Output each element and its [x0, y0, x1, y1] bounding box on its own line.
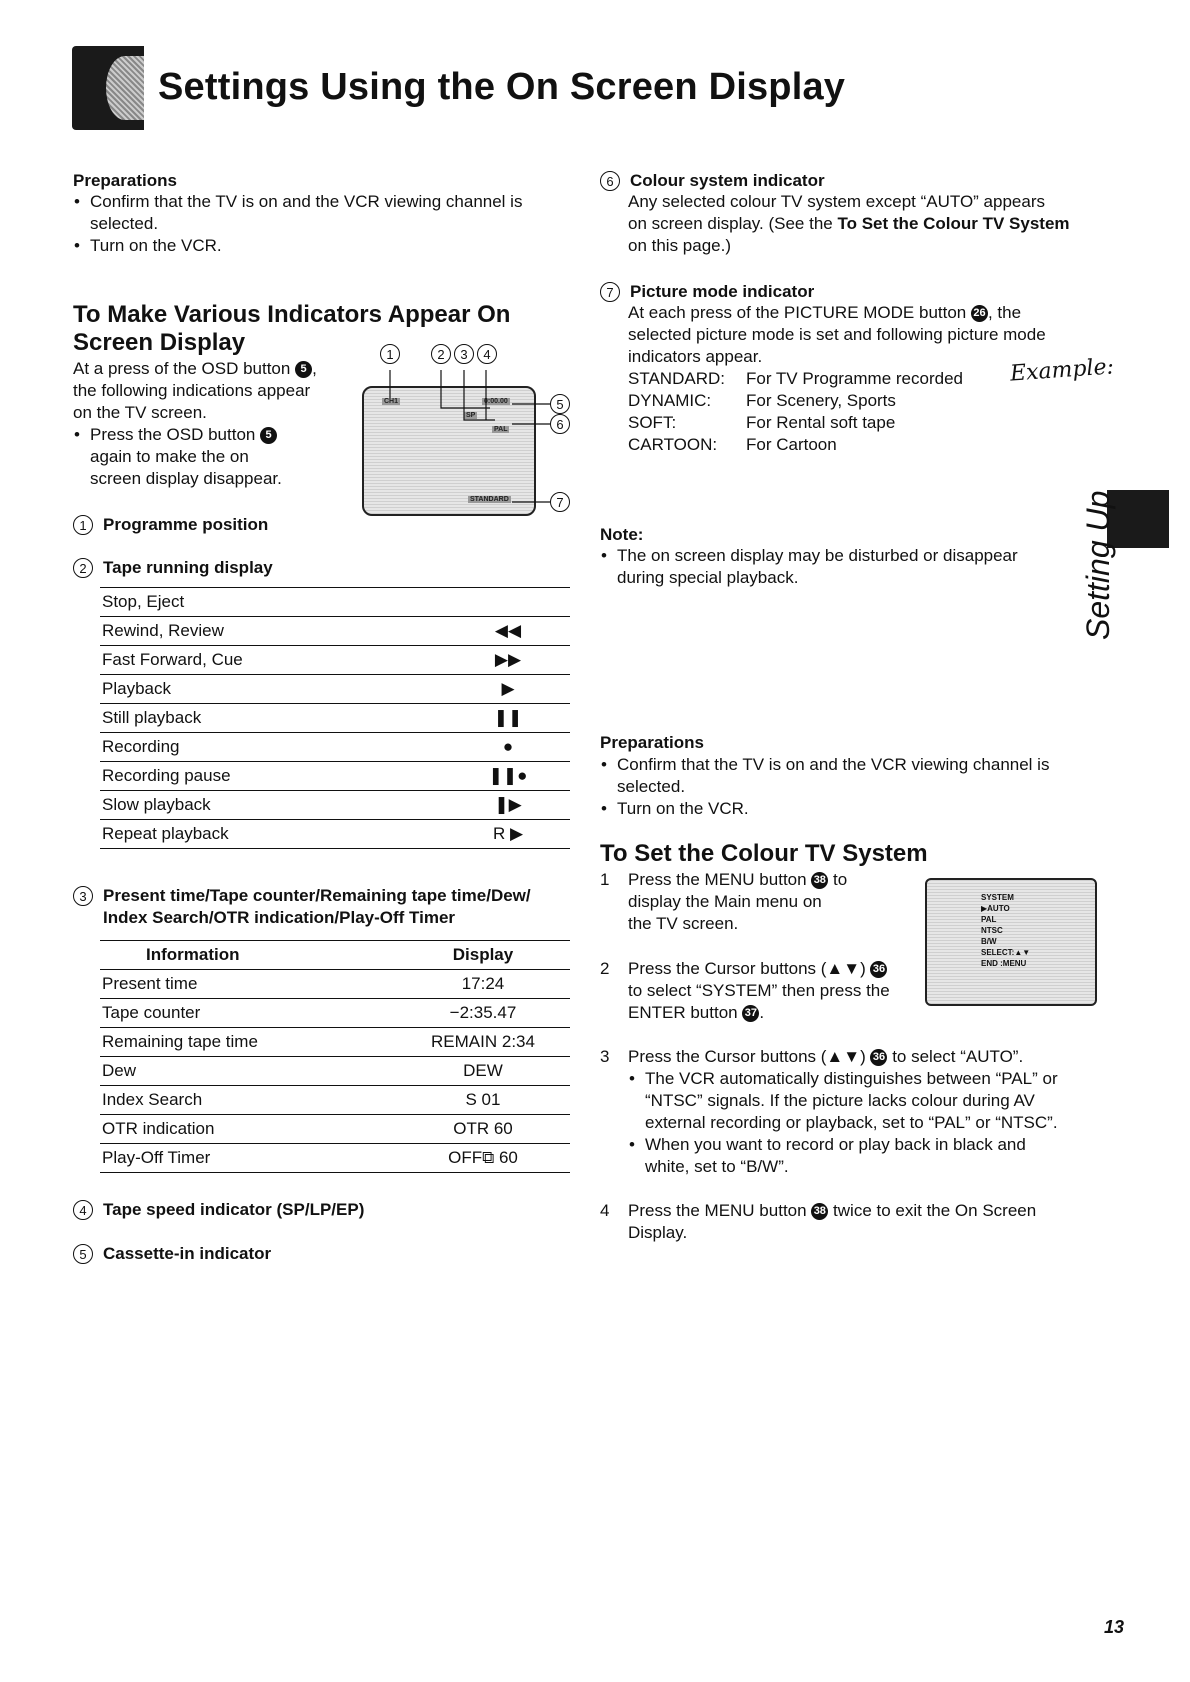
- step-3-bullet-line: white, set to “B/W”.: [645, 1157, 789, 1176]
- info-label: Present time: [100, 970, 396, 999]
- indicator-7-label: Picture mode indicator: [630, 282, 815, 301]
- note-text-2: during special playback.: [617, 568, 799, 587]
- picture-mode-row: [628, 434, 1120, 456]
- tape-mode-symbol: ❚❚●: [446, 762, 570, 791]
- osd-press-text: Press the OSD button: [90, 425, 256, 444]
- info-label: Play-Off Timer: [100, 1144, 396, 1173]
- table-row: [100, 1086, 570, 1115]
- note-heading: Note:: [600, 525, 644, 544]
- step-3-bullet-line: “NTSC” signals. If the picture lacks colour during AV: [645, 1091, 1035, 1110]
- table-row: [100, 1144, 570, 1173]
- page-title: Settings Using the On Screen Display: [158, 66, 846, 108]
- indicator-5-num: 5: [73, 1244, 93, 1264]
- prep2-item: • Turn on the VCR.: [617, 798, 1097, 820]
- osd-button-ref-2: 5: [260, 427, 277, 444]
- menu-button-ref-2: 38: [811, 1203, 828, 1220]
- page-number: 13: [1104, 1617, 1125, 1637]
- tape-mode-label: Recording: [100, 733, 446, 762]
- step-3-num: 3: [600, 1047, 610, 1066]
- tape-mode-symbol: ▶▶: [446, 646, 570, 675]
- table-row: [100, 617, 570, 646]
- step-2-num: 2: [600, 959, 610, 978]
- indicators-section-title-1: To Make Various Indicators Appear On: [73, 301, 511, 328]
- tape-mode-label: Still playback: [100, 704, 446, 733]
- info-display-value: OTR 60: [396, 1115, 570, 1144]
- indicator-2-label: Tape running display: [103, 558, 273, 577]
- info-label: Index Search: [100, 1086, 396, 1115]
- tape-mode-symbol: R ▶: [446, 820, 570, 849]
- indicator-7-text-1: At each press of the PICTURE MODE button: [628, 303, 967, 322]
- indicator-6-label: Colour system indicator: [630, 171, 825, 190]
- indicator-7-text-3: indicators appear.: [628, 347, 763, 366]
- osd-intro: At a press of the OSD button 5 , the following indications appear on the TV screen. • Press the OSD button 5 again to make the on screen display disappear.: [73, 358, 353, 490]
- tape-running-table: [100, 587, 570, 849]
- menu-line: B/W: [981, 937, 997, 946]
- table-row: [100, 970, 570, 999]
- callout-4: 4: [477, 344, 497, 364]
- picture-mode-desc: For Cartoon: [746, 435, 837, 454]
- prep2-item-cont: selected.: [617, 777, 686, 796]
- info-label: Remaining tape time: [100, 1028, 396, 1057]
- osd-press-text-3: screen display disappear.: [90, 469, 282, 488]
- indicator-6-block: [600, 171, 1100, 257]
- menu-line: END :MENU: [981, 959, 1027, 968]
- indicator-3-heading: [73, 885, 531, 929]
- indicator-6-text-2: on screen display. (See the: [628, 214, 838, 233]
- tape-mode-label: Slow playback: [100, 791, 446, 820]
- indicator-1-label: Programme position: [103, 515, 269, 534]
- callout-lines: [340, 340, 570, 520]
- tape-mode-label: Rewind, Review: [100, 617, 446, 646]
- preparations-2-heading: Preparations: [600, 733, 704, 752]
- step-3-bullet-line: • When you want to record or play back in black and: [645, 1134, 1100, 1156]
- menu-screen: [925, 878, 1097, 1006]
- callout-6: 6: [550, 414, 570, 434]
- title-decoration: [72, 46, 144, 130]
- preparations-2-list: [617, 754, 1097, 820]
- indicator-2-heading: [73, 558, 273, 578]
- step-3-text: Press the Cursor buttons (▲▼): [628, 1047, 866, 1066]
- handwritten-note: Example:: [1009, 354, 1115, 387]
- table-row: [100, 704, 570, 733]
- picture-mode-desc: For TV Programme recorded: [746, 369, 963, 388]
- prep-item-text: Turn on the VCR.: [90, 236, 222, 255]
- callout-3: 3: [454, 344, 474, 364]
- osd-mode: STANDARD: [470, 496, 509, 503]
- note-text-1: • The on screen display may be disturbed or disappear: [617, 545, 1070, 567]
- prep-item-text: Confirm that the TV is on and the VCR viewing channel is: [90, 192, 523, 211]
- step-2: 2 Press the Cursor buttons (▲▼) 36 to select “SYSTEM” then press the ENTER button 37 .: [600, 958, 920, 1024]
- tape-mode-label: Playback: [100, 675, 446, 704]
- step-4-text: Press the MENU button: [628, 1201, 807, 1220]
- menu-line: PAL: [981, 915, 997, 924]
- indicator-3-label-1: Present time/Tape counter/Remaining tape time/Dew/: [103, 886, 531, 905]
- info-display-value: OFF⧉ 60: [396, 1144, 570, 1173]
- step-4-text-2: twice to exit the On Screen: [828, 1201, 1037, 1220]
- preparations-heading: Preparations: [73, 171, 177, 190]
- tape-mode-symbol: ❚❚: [446, 704, 570, 733]
- colour-system-title: To Set the Colour TV System: [600, 840, 928, 867]
- tape-mode-symbol: ❚▶: [446, 791, 570, 820]
- osd-system: PAL: [494, 426, 508, 433]
- menu-line: SYSTEM: [981, 893, 1014, 902]
- step-4-num: 4: [600, 1201, 610, 1220]
- osd-press-text-2: again to make the on: [90, 447, 249, 466]
- osd-intro-text-3: on the TV screen.: [73, 403, 207, 422]
- indicator-4-heading: [73, 1200, 364, 1220]
- table-row: [100, 762, 570, 791]
- section-tab-label: Setting Up: [1080, 490, 1116, 640]
- indicator-6-text-3: on this page.): [628, 236, 732, 255]
- step-1: [600, 869, 920, 935]
- callout-7: 7: [550, 492, 570, 512]
- preparations-list: [90, 191, 570, 257]
- indicator-3-num: 3: [73, 886, 93, 906]
- prep-item: [90, 235, 570, 257]
- prep-item: [90, 191, 570, 213]
- table-row: [100, 646, 570, 675]
- info-display-value: 17:24: [396, 970, 570, 999]
- cursor-button-ref-2: 36: [870, 1049, 887, 1066]
- indicator-5-label: Cassette-in indicator: [103, 1244, 272, 1263]
- step-2-text: Press the Cursor buttons (▲▼): [628, 959, 866, 978]
- step-1-text-2: display the Main menu on: [628, 892, 822, 911]
- osd-press-item: [90, 424, 353, 446]
- tape-mode-label: Stop, Eject: [100, 588, 446, 617]
- indicator-1-num: 1: [73, 515, 93, 535]
- info-display-value: S 01: [396, 1086, 570, 1115]
- step-4: [600, 1200, 1100, 1244]
- enter-button-ref: 37: [742, 1005, 759, 1022]
- picture-mode-name: STANDARD:: [628, 369, 725, 388]
- step-3-bullets: [645, 1068, 1100, 1178]
- table-row: [100, 999, 570, 1028]
- info-label: Dew: [100, 1057, 396, 1086]
- step-2-text-3: ENTER button: [628, 1003, 738, 1022]
- tape-mode-label: Fast Forward, Cue: [100, 646, 446, 675]
- osd-button-ref: 5: [295, 361, 312, 378]
- menu-line: SELECT:▲▼: [981, 948, 1031, 957]
- menu-line: NTSC: [981, 926, 1003, 935]
- indicator-7-text-2: selected picture mode is set and following picture mode: [628, 325, 1046, 344]
- info-label: OTR indication: [100, 1115, 396, 1144]
- osd-intro-text: At a press of the OSD button: [73, 359, 291, 378]
- table-row: [100, 820, 570, 849]
- indicator-1-heading: [73, 515, 268, 535]
- tape-mode-label: Repeat playback: [100, 820, 446, 849]
- table-row: [100, 1115, 570, 1144]
- tape-mode-label: Recording pause: [100, 762, 446, 791]
- info-display-value: −2:35.47: [396, 999, 570, 1028]
- picture-mode-button-ref: 26: [971, 305, 988, 322]
- header-display: Display: [396, 941, 570, 970]
- picture-mode-desc: For Scenery, Sports: [746, 391, 896, 410]
- menu-button-ref: 38: [811, 872, 828, 889]
- osd-time: 0:00.00: [484, 398, 508, 405]
- picture-mode-name: SOFT:: [628, 413, 677, 432]
- info-display-value: REMAIN 2:34: [396, 1028, 570, 1057]
- indicator-7-text-1b: , the: [987, 303, 1022, 322]
- osd-channel: CH1: [384, 398, 399, 405]
- info-label: Tape counter: [100, 999, 396, 1028]
- table-row: [100, 791, 570, 820]
- callout-5: 5: [550, 394, 570, 414]
- step-3-bullet-line: external recording or playback, set to “PAL” or “NTSC”.: [645, 1113, 1058, 1132]
- prep2-item: • Confirm that the TV is on and the VCR viewing channel is: [617, 754, 1097, 776]
- table-row: [100, 588, 570, 617]
- menu-lines: [981, 892, 1030, 969]
- indicator-6-text-1: Any selected colour TV system except “AUTO” appears: [628, 192, 1045, 211]
- colour-system-ref: To Set the Colour TV System: [837, 214, 1070, 233]
- indicators-section-title-2: Screen Display: [73, 329, 246, 356]
- table-row: [100, 1028, 570, 1057]
- step-3-text-2: to select “AUTO”.: [887, 1047, 1024, 1066]
- step-4-text-3: Display.: [628, 1223, 688, 1242]
- step-3: [600, 1046, 1100, 1178]
- indicator-5-heading: [73, 1244, 271, 1264]
- step-1-text: Press the MENU button: [628, 870, 807, 889]
- prep-item-cont: selected.: [90, 214, 159, 233]
- table-header-row: [100, 941, 570, 970]
- table-row: [100, 675, 570, 704]
- step-3-bullet-line: • The VCR automatically distinguishes between “PAL” or: [645, 1068, 1100, 1090]
- info-display-value: DEW: [396, 1057, 570, 1086]
- information-display-table: [100, 940, 570, 1173]
- cursor-button-ref: 36: [870, 961, 887, 978]
- picture-mode-row: [628, 390, 1120, 412]
- indicator-6-num: 6: [600, 171, 620, 191]
- osd-speed: SP: [466, 412, 476, 419]
- tape-mode-symbol: ◀◀: [446, 617, 570, 646]
- note-block: [600, 525, 1070, 589]
- tape-mode-symbol: ▶: [446, 675, 570, 704]
- tape-mode-symbol: ●: [446, 733, 570, 762]
- menu-line: ▶AUTO: [981, 904, 1010, 913]
- table-row: [100, 1057, 570, 1086]
- picture-mode-row: [628, 412, 1120, 434]
- picture-mode-desc: For Rental soft tape: [746, 413, 896, 432]
- indicator-3-label-2: Index Search/OTR indication/Play-Off Timer: [103, 908, 456, 927]
- step-1-num: 1: [600, 870, 610, 889]
- table-row: [100, 733, 570, 762]
- indicator-4-label: Tape speed indicator (SP/LP/EP): [103, 1200, 365, 1219]
- picture-mode-name: CARTOON:: [628, 435, 718, 454]
- tv-osd-diagram: [340, 340, 570, 520]
- picture-mode-name: DYNAMIC:: [628, 391, 712, 410]
- tape-mode-symbol: [446, 588, 570, 617]
- step-1-text-3: the TV screen.: [628, 914, 739, 933]
- osd-intro-text-2: the following indications appear: [73, 381, 311, 400]
- indicator-4-num: 4: [73, 1200, 93, 1220]
- indicator-2-num: 2: [73, 558, 93, 578]
- step-2-text-2: to select “SYSTEM” then press the: [628, 981, 890, 1000]
- callout-2: 2: [431, 344, 451, 364]
- indicator-7-num: 7: [600, 282, 620, 302]
- step-1-tail: to: [828, 870, 848, 889]
- header-information: Information: [100, 941, 396, 970]
- callout-1: 1: [380, 344, 400, 364]
